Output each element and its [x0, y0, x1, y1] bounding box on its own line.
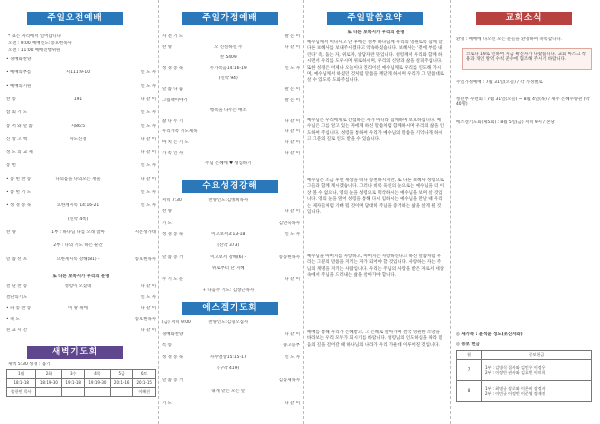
order-detail: 이 땅 위에	[68, 306, 88, 311]
order-label: (금) 저녁 9:00	[162, 320, 191, 325]
order-leader: 팔 돈 이	[284, 97, 300, 103]
notice-box-text: 코로나 19로 인하여 지금 확진자가 나왔습니다. 교회 마스크 착용과 개인 방역 수칙 준수에 협조해 주시기 바랍니다.	[466, 52, 586, 62]
order-leader: 다 같 이	[284, 44, 300, 50]
summary-paragraph: 예수님께서 이나시고 난 후에는 성부 하나님께 우리의 영원토록 함께 할 다른 보혜사를 보내주시겠다고 약속하셨습니다. 보혜사는 '곁에 부름 내린다' 즉, 돕는 자, 위로자, 상담자란 뜻입니다. 성령께서 우리와 함께 하시면서 우리를 도우시며 위로하시며, 우리의 신앙과 삶을 살피주십니다. 또한 성경은 어제나 오늘이나 진리이신 예수님께로 우리를 인도해 가시며, 예수님께서 하셨던 것처럼 말씀을 깨닫게 하시며 우리가 그 말씀대로 살 수 있도록 도와주십니다.	[307, 40, 444, 84]
wednesday-study-header: 수요성경강해	[182, 180, 278, 193]
order-detail: 이고보서 강해(6) -	[210, 254, 247, 260]
order-label: 특 송	[162, 343, 172, 348]
dawn-prayer-cell: 20:1-16	[110, 379, 133, 388]
dawn-prayer-cell: 이혜진	[133, 388, 156, 397]
order-label: 말 씀 증 거	[162, 254, 184, 260]
order-label: • 파 송 찬 송	[6, 306, 32, 311]
order-detail: 191	[73, 96, 83, 102]
order-detail: 주님 은혜에 ♥ 성심하기	[205, 161, 252, 167]
order-leader: 다 같 이	[140, 306, 156, 311]
summary-paragraph: 예수님은 조금 후면 세상을 떠나 승천하시지만, 또 다른 보혜사 성령으로 그들과 함께 계시겠습니다. 그러나 비록 육신의 눈으로는 예수님을 더 이상 볼 수 없으나, 영의 눈을 성령으로 떡삭하시는 예수님을 보며 살 것입니다. 영의 눈을 열어 성령을 통해 다시 임하시는 예수님을 만날 때 우리는 제자들처럼 기뻐 뛸 것이며 담대히 주님을 증거하는 삶을 살게 될 것입니다.	[307, 178, 444, 216]
order-leader: 다 같 이	[140, 176, 156, 182]
order-label: 마 치 는 기 도	[162, 140, 189, 145]
dawn-prayer-cell: 19:1-18	[62, 379, 85, 388]
order-detail: 오 신실하신 주	[214, 44, 243, 50]
order-detail: 행복을 나누는 배소	[209, 108, 247, 114]
welcome-notice: 환영 : 예배에 나오신 모든 분들을 환영하며 축복합니다.	[456, 37, 562, 42]
dawn-prayer-cell: 3수	[62, 370, 85, 379]
order-leader: 다 같 이	[284, 140, 300, 145]
order-label: 기 도	[162, 400, 172, 406]
order-label: 우리가족 기도제목	[162, 129, 198, 135]
order-leader: 다 같 이	[284, 331, 300, 337]
order-leader: 팔 돈 이	[284, 87, 300, 92]
order-leader: 시온성가대	[134, 229, 156, 235]
order-leader: 인 도 자	[140, 163, 156, 169]
table-header-name: 중보헌금	[482, 351, 592, 360]
order-detail: 요한계시록 강해(81) -	[56, 256, 100, 262]
table-cell-month: 7	[457, 360, 482, 381]
dawn-prayer-cell	[110, 388, 133, 397]
dawn-prayer-cell: 20:1-15	[133, 379, 156, 388]
order-label: • 성 경 봉 독	[6, 203, 32, 209]
order-detail: 시86:5	[70, 123, 86, 129]
order-label: 말 씀 선 포	[6, 256, 28, 262]
order-leader: 송호현목사	[134, 256, 156, 262]
family-worship-header: 주일가정예배	[182, 12, 278, 25]
prayer-offering-table	[456, 350, 592, 402]
order-leader: 인 도 자	[140, 190, 156, 195]
order-detail: 사도신경	[69, 136, 87, 142]
dawn-prayer-cell: 2화	[36, 370, 62, 379]
order-leader: 인 도 자	[140, 203, 156, 209]
order-label: • 봉 헌 찬 송	[6, 176, 32, 182]
order-label: 결단의기도	[6, 295, 28, 300]
summary-paragraph: 예수님을 아버지를 사랑하고, 아버지는 사랑하신다고 하신 말씀처럼 우리는 그분의 말씀을 지키는 자가 되어야 할 것입니다. 사랑하는 자는 주님의 계명을 지키는 사람입니다. 우리는 주님의 사랑을 받은 자로서 세상 속에서 주님을 드러내는 삶을 살아가야 합니다.	[307, 254, 444, 279]
morning-worship-header: 주일오전예배	[27, 12, 123, 25]
order-detail: 1부 : 하나님 다를 오래 참아	[51, 229, 105, 235]
order-label: 기 도	[162, 220, 172, 226]
order-detail: 나의몸을 나의모든 재물	[55, 176, 101, 182]
order-label: 봉 서 와 말 씀	[6, 123, 33, 129]
order-detail: (신약 373)	[217, 243, 240, 249]
order-detail: 요한계시록 14:16-21	[56, 203, 100, 209]
order-leader: 팔 돈 이	[284, 34, 300, 39]
order-leader: 인 도 자	[140, 83, 156, 89]
order-leader: 인 도 자	[284, 231, 300, 237]
order-detail: 찬양인도:김병희목사	[208, 198, 249, 203]
order-label: 친 교 시 간	[6, 328, 28, 333]
order-leader: 다 같 이	[284, 118, 300, 124]
new-member-notice: ◎ 새가족 : 윤석윤 성도(초신자와)	[456, 332, 523, 337]
news-item: 주일가정예배 : 7월 31일(오늘) / 각 가정별로	[456, 80, 543, 85]
order-leader: 다 같 이	[284, 277, 300, 283]
order-leader: 김동제목사	[278, 377, 300, 383]
column-divider	[450, 0, 451, 424]
worship-intro-line: 오전 : 11:00 예배진행위원	[8, 48, 61, 53]
order-label: 그림책이야기	[162, 97, 188, 103]
dawn-prayer-cell: 18:19-30	[36, 379, 62, 388]
table-cell-names: 1부 : 김명식 집사와 김민우 이정우 2부 : 이정빈 권사와 김호빈 이미희	[482, 360, 592, 381]
dawn-prayer-cell	[62, 388, 85, 397]
worship-intro-line: 오전 : 9:00 예배인도:송호현목사	[8, 41, 72, 46]
church-news-header: 교회소식	[476, 12, 572, 25]
order-label: 찬 양	[162, 209, 172, 215]
order-leader: 김연숙목사	[278, 220, 300, 226]
dawn-prayer-cell: 18:1-18	[7, 379, 36, 388]
order-detail: + 다음주 기도: 김창근목사	[202, 288, 255, 294]
order-detail: 이고보서3:13-18	[211, 231, 246, 237]
order-leader: 다 같 이	[140, 284, 156, 289]
order-leader: 다 같 이	[140, 328, 156, 333]
worship-intro-line: * 표는 자리에서 일어납니다	[8, 34, 62, 39]
order-leader: 다 같 이	[284, 150, 300, 156]
order-label: 봉 헌	[6, 163, 16, 169]
order-label: • 봉 헌 기 도	[6, 190, 32, 195]
order-label: 경배와찬양	[162, 331, 184, 337]
order-label: 참 회 기 도	[6, 110, 28, 116]
dawn-prayer-header: 새벽기도회	[27, 346, 123, 359]
dawn-prayer-cell: 6토	[133, 370, 156, 379]
order-label: 사 전 기 도	[162, 34, 184, 39]
order-label: • 경배와찬양	[6, 57, 32, 62]
dawn-prayer-cell	[84, 388, 110, 397]
order-leader: 다 같 이	[140, 150, 156, 156]
order-leader: 다 같 이	[284, 209, 300, 215]
order-detail: 사무엘상15:15-17	[209, 354, 247, 360]
prayer-offering-title: ◎ 중보 헌금	[456, 342, 480, 347]
order-label: 신 앙 고 백	[6, 136, 28, 142]
order-detail: (신약 4쪽)	[67, 216, 89, 222]
order-label: 성 경 봉 독	[162, 354, 184, 360]
order-label: 주 기 도 문	[162, 277, 184, 283]
dawn-prayer-cell: 1월	[7, 370, 36, 379]
order-detail: 내게 맡는 모든 말	[211, 389, 246, 394]
news-item: 에스겔기도회(제5회) : 8월 5일(금) 저녁 9시 / 본당	[456, 120, 555, 125]
order-label: 가 족 인 사	[162, 150, 184, 156]
order-leader: 인 도 자	[284, 65, 300, 71]
summary-title: 또 다른 보복시가 우리의 운명	[347, 30, 405, 35]
order-label: • 축 도	[6, 317, 20, 322]
table-cell-names: 1부 : 최명규 장로와 이은비 장정자 2부 : 이민규 이정빈 이준영 정재진	[482, 381, 592, 402]
ezekiel-prayer-header: 에스겔기도회	[182, 302, 278, 315]
order-detail: (신약 94)	[218, 76, 238, 82]
summary-paragraph: 예수님은 우리에게로 간섭하는 자가 아니라 함께하며 보호하십니다. 예수님은 그를 알고 있는 자에게 하신 말씀처럼 함께하시며 우리의 삶을 인도하여 주십니다. 성령을 통하여 우리가 예수님의 말씀을 기억나게 하시고 그분의 길로 인도 받을 수 있습니다.	[307, 118, 444, 143]
news-item: 청년부 수련회 : 7월 31일(오늘) ~ 8월 4일(목) / 제주 은혜수양관 (약 40명)	[456, 97, 590, 107]
order-leader: 다 같 이	[284, 400, 300, 406]
order-label: 저녁 7:30	[162, 198, 182, 203]
table-cell-month: 8	[457, 381, 482, 402]
order-leader: 인 도 자	[140, 123, 156, 129]
order-leader: 중고등부	[283, 343, 300, 348]
dawn-prayer-cell	[36, 388, 62, 397]
order-detail: 누가복음14:16-19	[209, 65, 247, 71]
dawn-prayer-cell: 5금	[110, 370, 133, 379]
table-header-month: 월	[457, 351, 482, 360]
order-label: 결 단 찬 송	[6, 284, 28, 289]
dawn-prayer-cell: 19:19-30	[84, 379, 110, 388]
order-leader: 송호현목사	[134, 317, 156, 322]
order-leader: 송동현목사	[278, 254, 300, 260]
order-detail: 찬 5409	[219, 55, 237, 61]
sermon-summary-header: 주일말씀요약	[327, 12, 423, 25]
order-leader: 인 도 자	[140, 70, 156, 76]
order-detail: 위로부터 난 지혜	[211, 265, 245, 271]
order-label: 성 경 봉 독	[162, 65, 184, 71]
order-label: 말 씀 증 거	[162, 377, 184, 383]
order-label: 성 도 의 교 제	[6, 150, 33, 156]
order-detail: 시111:9-10	[65, 70, 91, 76]
order-detail: (구약 419)	[217, 366, 240, 371]
column-divider	[158, 0, 159, 424]
summary-paragraph: 예배를 통해 우리가 은혜받고, 그 은혜로 살아가며 결국 영원한 소망을 바라보는 우리 모두가 되시기를 바랍니다. 성령님의 인도하심을 따라 믿음의 길을 걸어갈 때 하나님의 나라가 우리 가운데 이루어질 것입니다.	[307, 330, 443, 348]
order-label: • 예배의부름	[6, 70, 32, 76]
order-label: 찬 양	[162, 44, 172, 50]
order-detail: 성령이 오셨네	[64, 284, 92, 289]
order-label: 말 씀 나 눔	[162, 87, 184, 92]
order-leader: 인 도 자	[140, 110, 156, 116]
order-detail: 2부 : 나의 기도 하는 순간	[53, 243, 103, 249]
order-leader: 다 같 이	[140, 136, 156, 142]
order-label: 삶 나 누 기	[162, 118, 184, 124]
column-divider	[303, 0, 304, 424]
order-leader: 다 같 이	[140, 96, 156, 102]
order-label: 찬 양	[6, 229, 16, 235]
order-label: 성 경 봉 독	[162, 231, 184, 237]
sermon-title: 또 다른 보복시가 우리의 운명	[52, 274, 110, 279]
dawn-prayer-info: 새벽 5:30 성경 : 욥기	[8, 362, 51, 367]
order-leader: 인 도 자	[140, 295, 156, 300]
dawn-prayer-cell: 송한빈 목사	[7, 388, 36, 397]
order-label: • 예배의기원	[6, 83, 32, 89]
dawn-prayer-cell: 4목	[84, 370, 110, 379]
order-leader: 다 같 이	[284, 129, 300, 135]
order-detail: 찬양인도:김형오집사	[208, 320, 249, 325]
order-label: 찬 송	[6, 96, 16, 102]
dawn-prayer-table	[6, 369, 156, 397]
order-leader: 인 도 자	[284, 354, 300, 360]
